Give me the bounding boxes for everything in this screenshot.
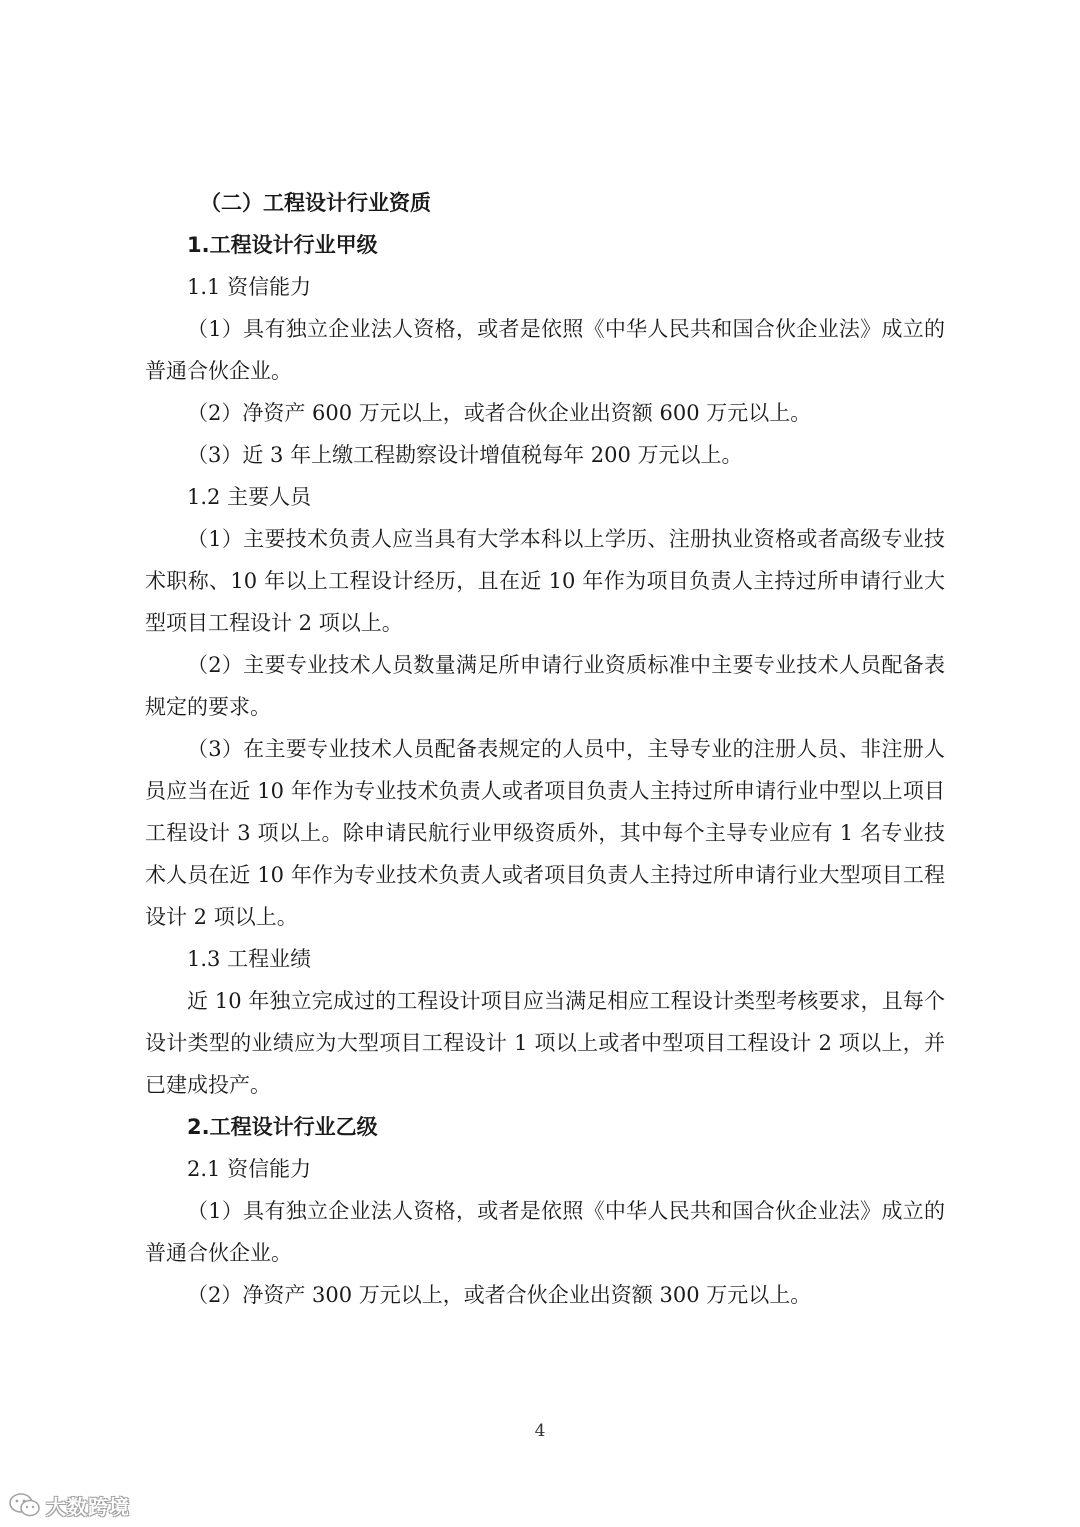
watermark — [8, 1490, 130, 1520]
grade-a-credit-item-2: （2）净资产 600 万元以上，或者合伙企业出资额 600 万元以上。 — [187, 401, 812, 425]
grade-b-credit-heading: 2.1 资信能力 — [187, 1157, 312, 1181]
document-body — [145, 182, 945, 1316]
grade-a-performance-text: 近 10 年独立完成过的工程设计项目应当满足相应工程设计类型考核要求，且每个设计类型的业绩应为大型项目工程设计 1 项以上或者中型项目工程设计 2 项以上，并已建成投产。 — [145, 989, 945, 1097]
grade-b-heading: 2.工程设计行业乙级 — [187, 1115, 378, 1139]
grade-a-personnel-heading: 1.2 主要人员 — [187, 485, 312, 509]
grade-a-credit-item-1: （1）具有独立企业法人资格，或者是依照《中华人民共和国合伙企业法》成立的普通合伙企业。 — [145, 317, 945, 383]
grade-a-credit-item-3: （3）近 3 年上缴工程勘察设计增值税每年 200 万元以上。 — [187, 443, 743, 467]
grade-b-credit-item-2: （2）净资产 300 万元以上，或者合伙企业出资额 300 万元以上。 — [187, 1283, 812, 1307]
grade-b-credit-item-1: （1）具有独立企业法人资格，或者是依照《中华人民共和国合伙企业法》成立的普通合伙企业。 — [145, 1199, 945, 1265]
grade-a-performance-heading: 1.3 工程业绩 — [187, 947, 312, 971]
page-number: 4 — [534, 1421, 546, 1441]
grade-a-credit-heading: 1.1 资信能力 — [187, 275, 312, 299]
section-heading: （二）工程设计行业资质 — [200, 191, 431, 215]
grade-a-personnel-item-2: （2）主要专业技术人员数量满足所申请行业资质标准中主要专业技术人员配备表规定的要求。 — [145, 653, 945, 719]
grade-a-heading: 1.工程设计行业甲级 — [187, 233, 378, 257]
grade-a-personnel-item-1: （1）主要技术负责人应当具有大学本科以上学历、注册执业资格或者高级专业技术职称、10 年以上工程设计经历，且在近 10 年作为项目负责人主持过所申请行业大型项目工程设计 2 项以上。 — [145, 527, 945, 635]
grade-a-personnel-item-3: （3）在主要专业技术人员配备表规定的人员中，主导专业的注册人员、非注册人员应当在近 10 年作为专业技术负责人或者项目负责人主持过所申请行业中型以上项目工程设计 3 项以上。除申请民航行业甲级资质外，其中每个主导专业应有 1 名专业技术人员在近 10 年作为专业技术负责人或者项目负责人主持过所申请行业大型项目工程设计 2 项以上。 — [145, 737, 945, 929]
wechat-logo-icon — [8, 1492, 42, 1518]
watermark-text: 大数跨境 — [46, 1494, 130, 1519]
